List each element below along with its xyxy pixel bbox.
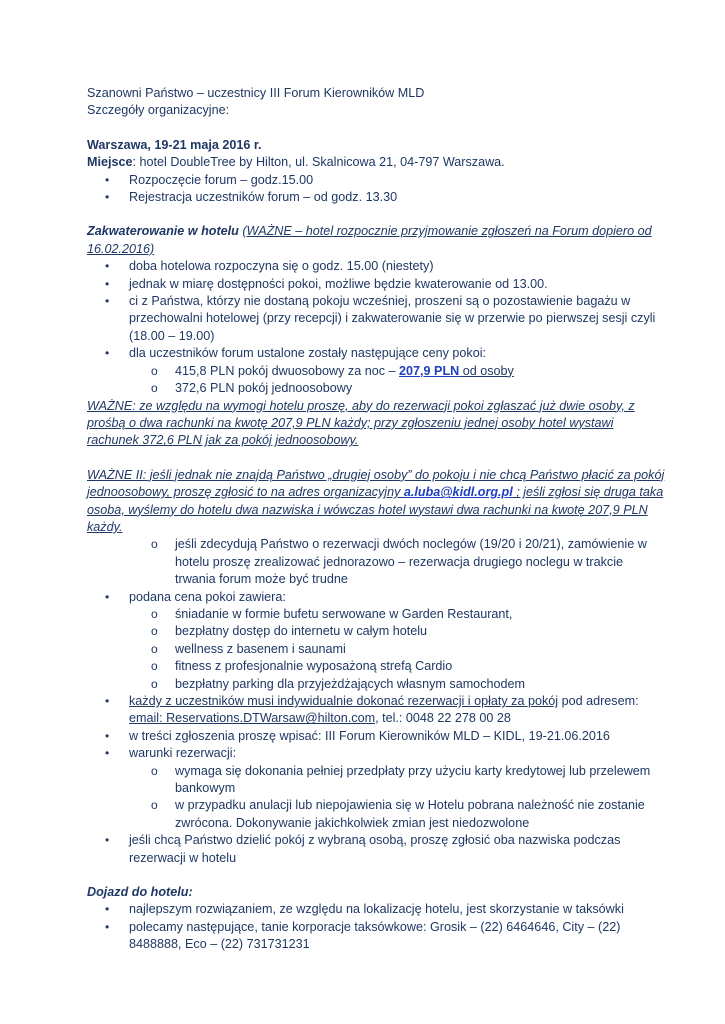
event-place: [87, 154, 665, 171]
sub-marker: o: [151, 537, 158, 552]
place-label: Miejsce: [87, 155, 133, 170]
bullet-marker: •: [105, 294, 110, 309]
bullet-marker: •: [105, 589, 110, 604]
list-item: • Rozpoczęcie forum – godz.15.00: [87, 172, 665, 189]
accommodation-title: Zakwaterowanie w hotelu: [87, 224, 239, 239]
list-item: • podana cena pokoi zawiera:: [87, 589, 665, 606]
bullet-marker: •: [105, 346, 110, 361]
directions-list: [87, 901, 665, 953]
sub-marker: o: [151, 363, 158, 378]
bullet-marker: •: [105, 694, 110, 708]
bullet-marker: •: [105, 833, 110, 848]
sub-marker: o: [151, 798, 158, 813]
list-item: o bezpłatny parking dla przyjeżdżających własnym samochodem: [87, 676, 665, 693]
reservation-list: [87, 536, 665, 867]
list-item: o jeśli zdecydują Państwo o rezerwacji dwóch noclegów (19/20 i 20/21), zamówienie w hotelu proszę zrealizować jednorazowo – rezerwacja drugiego noclegu w trakcie trwania forum może być trudne: [151, 537, 647, 587]
sub-marker: o: [151, 624, 158, 639]
list-item: • Rejestracja uczestników forum – od godz. 13.30: [87, 189, 665, 206]
bullet-marker: •: [105, 276, 110, 291]
warning-note-2: WAŻNE II: jeśli jednak nie znajdą Państwo „drugiej osoby” do pokoju i nie chcą Państwo płacić za pokój jednoosobowy, proszę zgłosić to na adres organizacyjny a.luba@kidl.org.pl ; jeśli zgłosi się druga taka osoba, wyślemy do hotelu dwa nazwiska i wówczas hotel wystawi dwa rachunki na kwotę 207,9 PLN każdy.: [87, 467, 665, 534]
greeting: Szanowni Państwo – uczestnicy III Forum Kierowników MLD: [87, 86, 425, 100]
list-item: • ci z Państwa, którzy nie dostaną pokoju wcześniej, proszeni są o pozostawienie bagażu w przechowalni hotelowej (przy recepcji) i zakwaterowanie się w przerwie po pierwszej sesji czyli (18.00 – 19.00): [105, 294, 656, 343]
place-text: : hotel DoubleTree by Hilton, ul. Skalnicowa 21, 04-797 Warszawa.: [132, 155, 505, 170]
accommodation-note: (WAŻNE – hotel rozpocznie przyjmowanie zgłoszeń na Forum dopiero od 16.02.2016): [87, 224, 652, 256]
event-dates: Warszawa, 19-21 maja 2016 r.: [87, 137, 262, 152]
hotel-email-link[interactable]: email: Reservations.DTWarsaw@hilton.com: [129, 711, 376, 726]
list-item: • jeśli chcą Państwo dzielić pokój z wybraną osobą, proszę zgłosić oba nazwiska podczas rezerwacji w hotelu: [105, 833, 621, 865]
list-item: • polecamy następujące, tanie korporacje taksówkowe: Grosik – (22) 6464646, City – (22) 8488888, Eco – (22) 731731231: [105, 919, 621, 952]
sub-marker: o: [151, 676, 158, 691]
organizer-email-link[interactable]: a.luba@kidl.org.pl: [403, 485, 513, 500]
sub-marker: o: [151, 641, 158, 656]
list-item: • najlepszym rozwiązaniem, ze względu na lokalizację hotelu, jest skorzystanie w taksówki: [87, 901, 665, 918]
bullet-marker: •: [105, 728, 110, 743]
bullet-marker: •: [105, 746, 110, 761]
list-item: • doba hotelowa rozpoczyna się o godz. 15.00 (niestety): [87, 258, 665, 275]
list-item: • w treści zgłoszenia proszę wpisać: III Forum Kierowników MLD – KIDL, 19-21.06.2016: [87, 728, 665, 745]
list-item: o wellness z basenem i saunami: [87, 641, 665, 658]
directions-title: Dojazd do hotelu:: [87, 885, 193, 900]
list-item: • każdy z uczestników musi indywidualnie dokonać rezerwacji i opłaty za pokój pod adresem: email: Reservations.DTWarsaw@hilton.com, tel.: 0048 22 278 00 28: [105, 694, 639, 726]
list-item: • dla uczestników forum ustalone zostały następujące ceny pokoi:: [87, 345, 665, 362]
bullet-marker: •: [105, 919, 110, 934]
warning-note: WAŻNE: ze względu na wymogi hotelu proszę, aby do rezerwacji pokoi zgłaszać już dwie osoby, z prośbą o dwa rachunki na kwotę 207,9 PLN każdy; przy zgłoszeniu jednej osoby hotel wystawi rachunek 372,6 PLN jak za pokój jednoosobowy.: [87, 398, 635, 448]
bullet-marker: •: [105, 172, 110, 187]
sub-marker: o: [151, 381, 158, 396]
list-item: • jednak w miarę dostępności pokoi, możliwe będzie kwaterowanie od 13.00.: [87, 276, 665, 293]
price-per-person: 207,9 PLN: [399, 363, 460, 378]
price-item: o 415,8 PLN pokój dwuosobowy za noc – 207,9 PLN od osoby: [87, 363, 665, 380]
list-item: o śniadanie w formie bufetu serwowane w Garden Restaurant,: [87, 606, 665, 623]
list-item: o fitness z profesjonalnie wyposażoną strefą Cardio: [87, 658, 665, 675]
list-item: o bezpłatny dostęp do internetu w całym hotelu: [87, 623, 665, 640]
sub-marker: o: [151, 606, 158, 621]
list-item: o w przypadku anulacji lub niepojawienia się w Hotelu pobrana należność nie zostanie zwrócona. Dokonywanie jakichkolwiek zmian jest niedozwolone: [151, 798, 645, 830]
sub-marker: o: [151, 763, 158, 778]
sub-marker: o: [151, 659, 158, 674]
event-list: [87, 172, 665, 207]
bullet-marker: •: [105, 902, 110, 917]
bullet-marker: •: [105, 259, 110, 274]
accommodation-heading: [87, 223, 665, 258]
price-item: o 372,6 PLN pokój jednoosobowy: [87, 380, 665, 397]
subtitle: Szczegóły organizacyjne:: [87, 103, 230, 118]
bullet-marker: •: [105, 190, 110, 205]
list-item: • warunki rezerwacji:: [87, 745, 665, 762]
list-item: o wymaga się dokonania pełniej przedpłaty przy użyciu karty kredytowej lub przelewem bankowym: [151, 763, 651, 796]
accommodation-list: [87, 258, 665, 397]
